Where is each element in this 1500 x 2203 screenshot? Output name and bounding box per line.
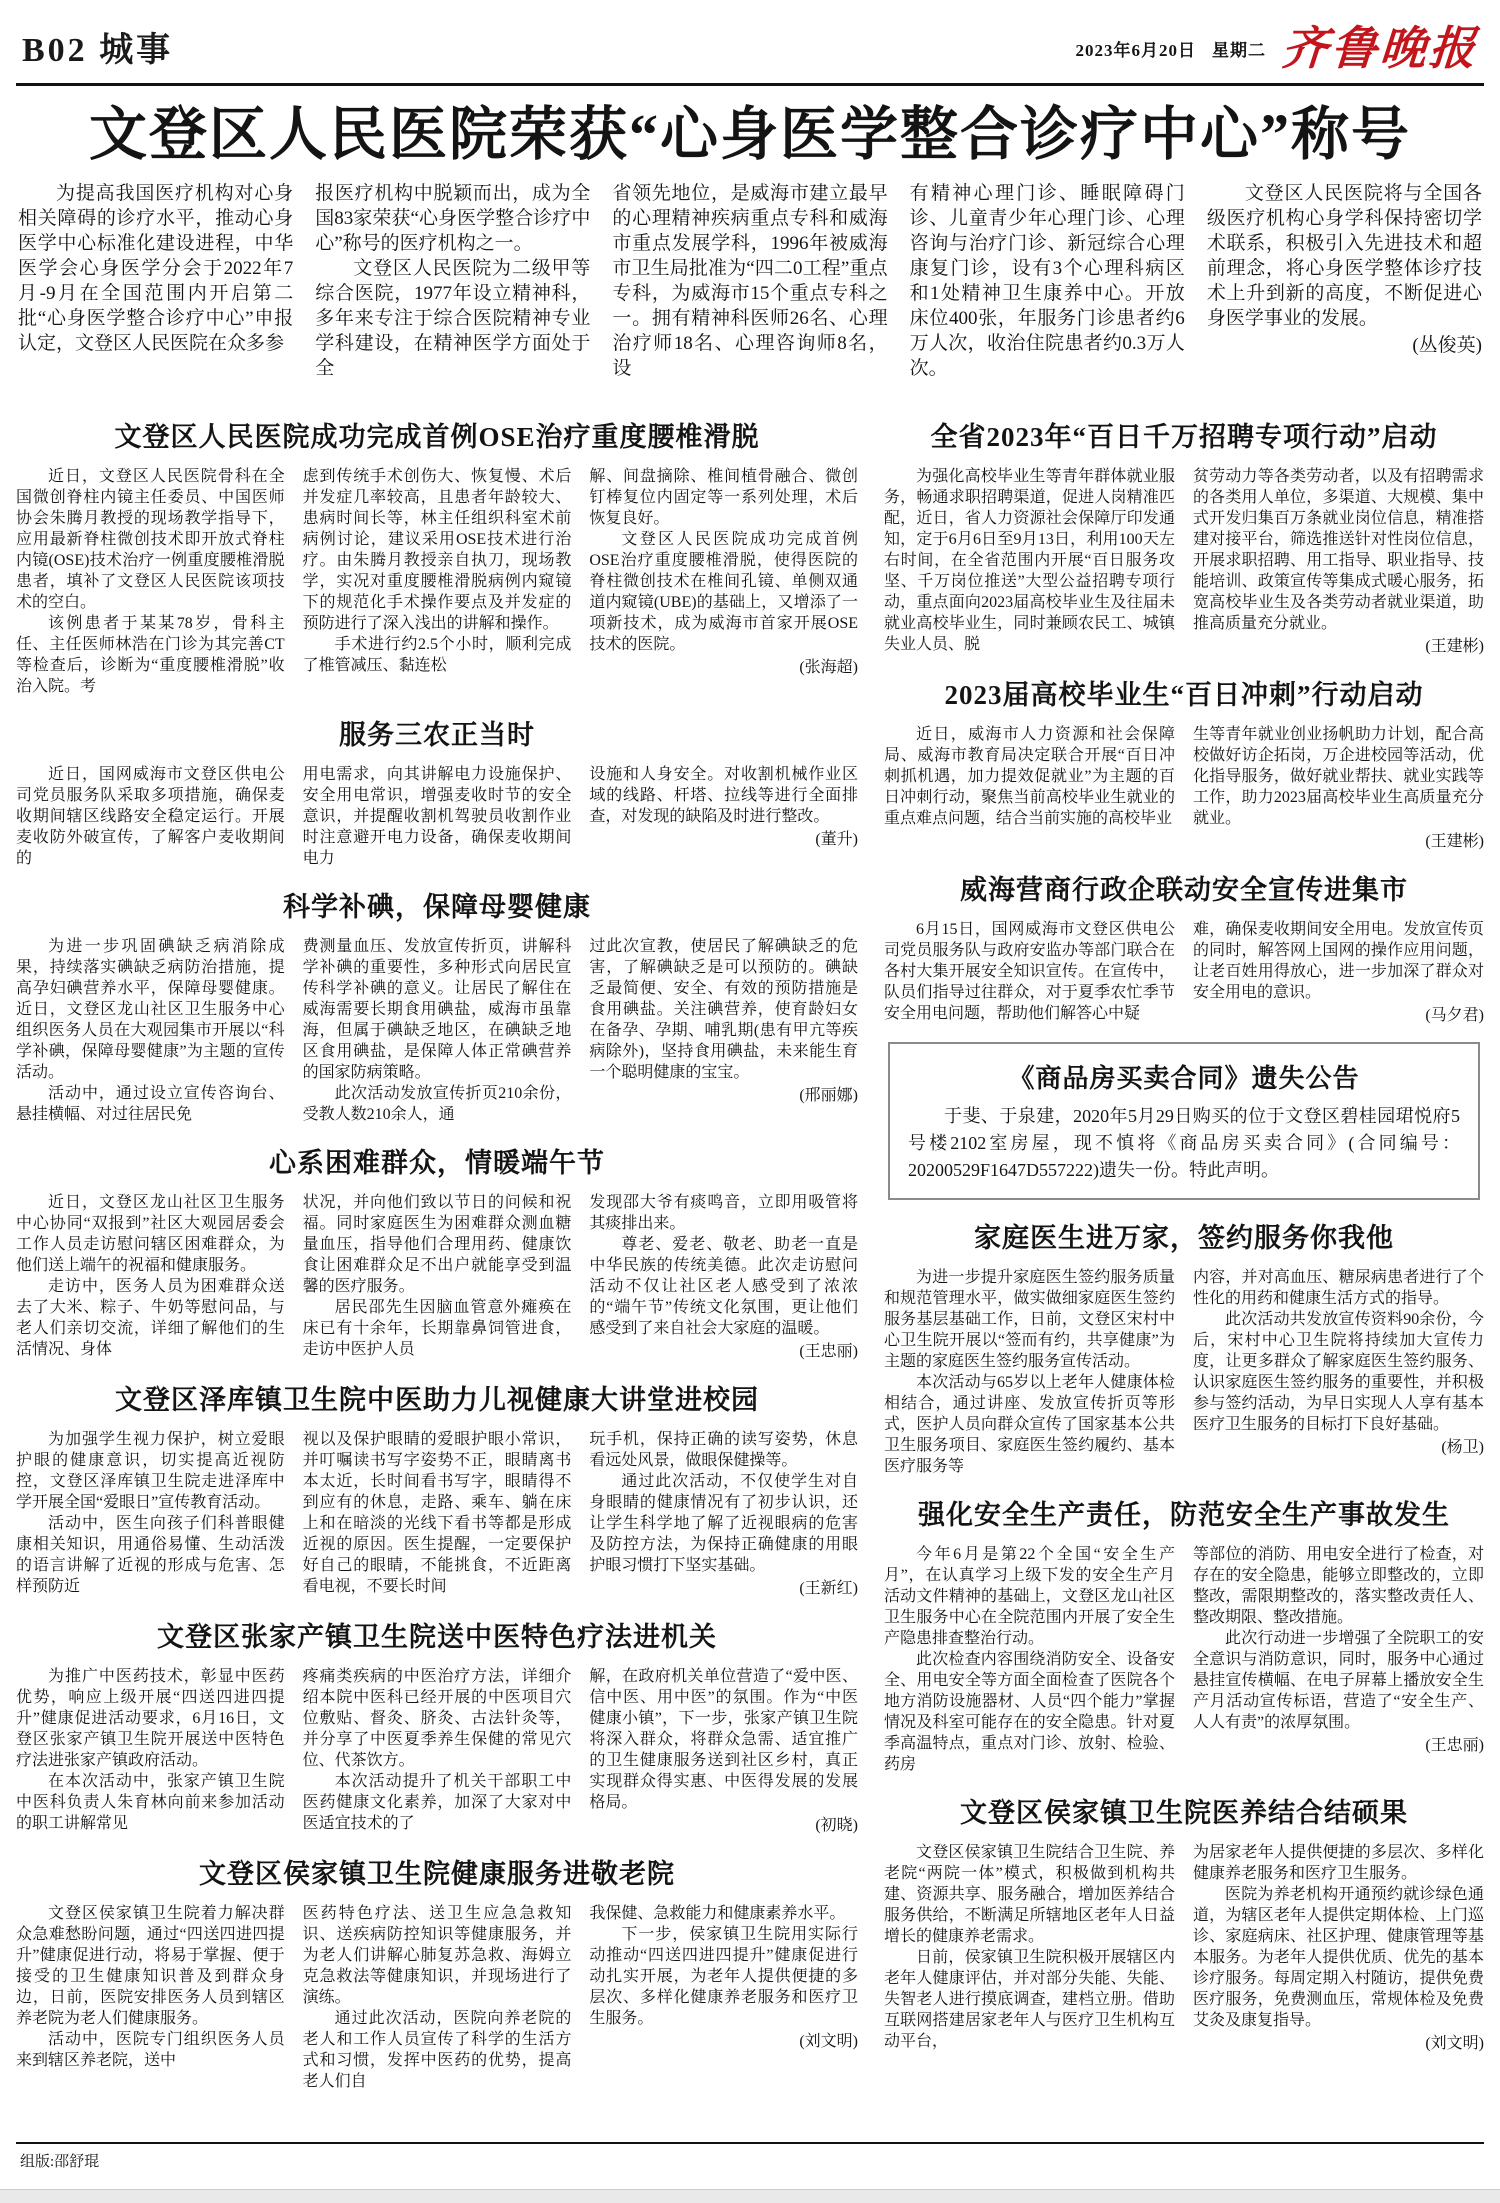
article-column-text: 发现邵大爷有痰鸣音，立即用吸管将其痰排出来。 尊老、爱老、敬老、助老一直是中华民族的传统美德。此次走访慰问活动不仅让社区老人感受到了浓浓的“端午节”传统文化氛围，更让他们感受到了来自社会大家庭的温暖。: [589, 1193, 859, 1337]
article-column: 今年6月是第22个全国“安全生产月”，在认真学习上级下发的安全生产月活动文件精神的基础上，文登区龙山社区卫生服务中心在全院范围内开展了安全生产隐患排查整治行动。 此次检查内容围绕消防安全、设备安全、用电安全等方面全面检查了医院各个地方消防设施器材、人员“四个能力”掌握情况及科室可能存在的安全隐患。针对夏季高温特点，重点对门诊、放射、检验、药房: [884, 1545, 1175, 1773]
masthead-logo: 齐鲁晚报: [1280, 21, 1480, 75]
article-column: 为进一步提升家庭医生签约服务质量和规范管理水平，做实做细家庭医生签约服务基层基础工作，日前，文登区宋村中心卫生院开展以“签而有约，共享健康”为主题的家庭医生签约服务宣传活动。 本次活动与65岁以上老年人健康体检相结合，通过讲座、发放宣传折页等形式，医护人员向群众宣传了国家基本公共卫生服务项目、家庭医生签约履约、基本医疗服务等: [884, 1268, 1175, 1475]
article-title: 文登区侯家镇卫生院健康服务进敬老院: [199, 1858, 675, 1889]
byline: (王建彬): [1425, 637, 1484, 655]
article-column: 文登区侯家镇卫生院着力解决群众急难愁盼问题，通过“四送四进四提升”健康促进行动，将易于掌握、便于接受的卫生健康知识普及到群众身边，日前，医院安排医务人员到辖区养老院为老人们健康服务。 活动中，医院专门组织医务人员来到辖区养老院，送中: [16, 1904, 285, 2069]
left-section: [16, 399, 858, 2098]
article-column: 6月15日，国网威海市文登区供电公司党员服务队与政府安监办等部门联合在各村大集开展安全知识宣传。在宣传中，队员们指导过往群众，对于夏季农忙季节安全用电问题，帮助他们解答心中疑: [884, 920, 1175, 1022]
byline: (马夕君): [1425, 1006, 1484, 1024]
article-column: 疼痛类疾病的中医治疗方法，详细介绍本院中医科已经开展的中医项目穴位敷贴、督灸、脐灸、古法针灸等，并分享了中医夏季养生保健的常见穴位、代茶饮方。 本次活动提升了机关干部职工中医药健康文化素养，加深了大家对中医适宜技术的了: [302, 1667, 572, 1832]
article-title: 文登区人民医院成功完成首例OSE治疗重度腰椎滑脱: [114, 421, 760, 452]
article-column: [589, 1192, 858, 1362]
byline: (刘文明): [1425, 2034, 1484, 2052]
article: [16, 415, 858, 697]
article-title: 心系困难群众，情暖端午节: [269, 1147, 605, 1178]
byline: (杨卫): [1441, 1438, 1484, 1456]
article-title: 文登区侯家镇卫生院医养结合结硕果: [960, 1797, 1408, 1828]
main-headline: 文登区人民医院荣获“心身医学整合诊疗中心”称号: [88, 102, 1411, 167]
article-column: 近日，文登区龙山社区卫生服务中心协同“双报到”社区大观园居委会工作人员走访慰问辖区困难群众，为他们送上端午的祝福和健康服务。 走访中，医务人员为困难群众送去了大米、粽子、牛奶等慰问品，与老人们亲切交流，详细了解他们的生活情况、身体: [16, 1193, 285, 1358]
article-title: 家庭医生进万家，签约服务你我他: [974, 1222, 1394, 1253]
article-column: 视以及保护眼睛的爱眼护眼小常识，并叮嘱读书写字姿势不正，眼睛离书本太近，长时间看书写字，眼睛得不到应有的休息，走路、乘车、躺在床上和在暗淡的光线下看书等都是形成近视的原因。医生提醒，一定要保护好自己的眼睛，不能挑食，不近距离看电视，不要长时间: [302, 1430, 572, 1595]
byline: (董升): [815, 830, 859, 848]
byline: (邢丽娜): [799, 1086, 859, 1104]
article-column-text: 内容，并对高血压、糖尿病患者进行了个性化的用药和健康生活方式的指导。 此次活动共发放宣传资料90余份，今后，宋村中心卫生院将持续加大宣传力度，让更多群众了解家庭医生签约服务、认识家庭医生签约服务的重要性，并积极参与签约活动，为早日实现人人享有基本医疗卫生服务的目标打下良好基础。: [1193, 1268, 1484, 1433]
article: [884, 673, 1484, 852]
article-column: [589, 764, 858, 869]
article-columns: [16, 1429, 858, 1599]
article: [884, 415, 1484, 657]
article-column: [589, 936, 858, 1125]
byline: (王忠丽): [1425, 1736, 1484, 1754]
article: [16, 1378, 858, 1599]
article-column: [589, 1666, 858, 1836]
article-columns: [884, 1544, 1484, 1775]
article-column-text: 过此次宣教，使居民了解碘缺乏的危害，了解碘缺乏是可以预防的。碘缺乏最简便、安全、有效的预防措施是食用碘盐。关注碘营养，使育龄妇女在备孕、孕期、哺乳期(患有甲亢等疾病除外)，坚持食用碘盐，未来能生育一个聪明健康的宝宝。: [589, 937, 859, 1081]
right-section: [884, 399, 1484, 2098]
byline: (张海超): [799, 658, 859, 676]
article-columns: [16, 764, 858, 869]
article-column: 为进一步巩固碘缺乏病消除成果，持续落实碘缺乏病防治措施，提高孕妇碘营养水平，保障母婴健康。近日，文登区龙山社区卫生服务中心组织医务人员在大观园集市开展以“科学补碘，保障母婴健康”为主题的宣传活动。 活动中，通过设立宣传咨询台、悬挂横幅、对过往居民免: [16, 937, 285, 1123]
article-column: 为强化高校毕业生等青年群体就业服务，畅通求职招聘渠道，促进人岗精准匹配，近日，省人力资源社会保障厅印发通知，定于6月6日至9月13日，利用100天左右时间，在全省范围内开展“百日服务攻坚、千万岗位推送”大型公益招聘专项行动，重点面向2023届高校毕业生及往届未就业高校毕业生，同时兼顾农民工、城镇失业人员、脱: [884, 467, 1175, 653]
lead-column: 省领先地位，是威海市建立最早的心理精神疾病重点专科和威海市重点发展学科，1996年被威海市卫生局批准为“四二0工程”重点专科，为威海市15个重点专科之一。拥有精神科医师26名、心理治疗师18名、心理咨询师8名，设: [612, 182, 888, 379]
byline: (刘文明): [799, 2032, 859, 2050]
article-columns: [16, 936, 858, 1125]
article-column: [589, 1903, 858, 2092]
article-title: 文登区张家产镇卫生院送中医特色疗法进机关: [157, 1621, 717, 1652]
article-title: 2023届高校毕业生“百日冲刺”行动启动: [944, 679, 1424, 710]
article: [884, 868, 1484, 1026]
article-columns: [884, 466, 1484, 657]
lead-column: 报医疗机构中脱颖而出，成为全国83家荣获“心身医学整合诊疗中心”称号的医疗机构之一。 文登区人民医院为二级甲等综合医院，1977年设立精神科，多年来专注于综合医院精神专业学科建设，在精神医学方面处于全: [315, 182, 591, 379]
article: [16, 1852, 858, 2092]
article-columns: [884, 1267, 1484, 1477]
article-column: 为推广中医药技术，彰显中医药优势，响应上级开展“四送四进四提升”健康促进活动要求，6月16日，文登区张家产镇卫生院开展送中医特色疗法进张家产镇政府活动。 在本次活动中，张家产镇卫生院中医科负责人朱育林向前来参加活动的职工讲解常见: [16, 1667, 285, 1832]
article-title: 服务三农正当时: [339, 719, 535, 750]
byline: (王忠丽): [799, 1342, 859, 1360]
weekday: 星期二: [1212, 40, 1266, 60]
article-title: 全省2023年“百日千万招聘专项行动”启动: [930, 421, 1438, 452]
section-name: 城事: [99, 32, 174, 69]
notice-title: 《商品房买卖合同》遗失公告: [1008, 1063, 1360, 1093]
lead-column: [1207, 181, 1482, 381]
article: [884, 1791, 1484, 2054]
header-rule: [16, 83, 1484, 86]
article-column-text: 设施和人身安全。对收割机械作业区域的线路、杆塔、拉线等进行全面排查，对发现的缺陷及时进行整改。: [589, 765, 859, 825]
layout-credit: 组版:邵舒琨: [20, 2154, 100, 2170]
byline: (初晓): [815, 1816, 859, 1834]
article-column: [1193, 724, 1484, 852]
byline: (王新红): [799, 1579, 859, 1597]
article-column-text: 为居家老年人提供便捷的多层次、多样化健康养老服务和医疗卫生服务。 医院为养老机构开通预约就诊绿色通道，为辖区老年人提供定期体检、上门巡诊、家庭病床、社区护理、健康管理等基本服务。为老年人提供优质、优先的基本诊疗服务。每周定期入村随访，提供免费医疗服务，免费测血压，常规体检及免费艾灸及康复指导。: [1193, 1843, 1484, 2029]
article-column: 费测量血压、发放宣传折页，讲解科学补碘的重要性，多种形式向居民宣传科学补碘的意义。让居民了解住在威海需要长期食用碘盐，威海市虽靠海，但属于碘缺乏地区，在碘缺乏地区食用碘盐，是保障人体正常碘营养的国家防病策略。 此次活动发放宣传折页210余份，受教人数210余人，通: [302, 937, 572, 1123]
article-column: [589, 1429, 858, 1599]
article-title: 强化安全生产责任，防范安全生产事故发生: [918, 1499, 1450, 1530]
article-columns: [16, 1666, 858, 1836]
byline: (丛俊英): [1412, 334, 1483, 356]
article-column: [1193, 919, 1484, 1026]
article-column-text: 解，在政府机关单位营造了“爱中医、信中医、用中医”的氛围。作为“中医健康小镇”，下一步，张家产镇卫生院将深入群众，将群众急需、适宜推广的卫生健康服务送到社区乡村，真正实现群众得实惠、中医得发展的发展格局。: [589, 1667, 859, 1811]
article-column: 虑到传统手术创伤大、恢复慢、术后并发症几率较高，且患者年龄较大、患病时间长等，林主任组织科室术前病例讨论，建议采用OSE技术进行治疗。由朱腾月教授亲自执刀，现场教学，实况对重度腰椎滑脱病例内窥镜下的规范化手术操作要点及并发症的预防进行了深入浅出的讲解和操作。 手术进行约2.5个小时，顺利完成了椎管减压、黏连松: [302, 467, 572, 674]
article: [884, 1493, 1484, 1775]
article: [884, 1216, 1484, 1477]
article: [16, 1141, 858, 1362]
page-number-and-section: [22, 22, 173, 71]
notice-body: 于斐、于泉建，2020年5月29日购买的位于文登区碧桂园珺悦府5号楼2102室房屋，现不慎将《商品房买卖合同》(合同编号：20200529F1647D557222)遗失一份。特此声明。: [908, 1105, 1460, 1180]
article-column: 近日，文登区人民医院骨科在全国微创脊柱内镜主任委员、中国医师协会朱腾月教授的现场教学指导下，应用最新脊柱微创技术即开放式脊柱内镜(OSE)技术治疗一例重度腰椎滑脱患者，填补了文登区人民医院该项技术的空白。 该例患者于某某78岁，骨科主任、主任医师林浩在门诊为其完善CT等检查后，诊断为“重度腰椎滑脱”收治入院。考: [16, 467, 285, 695]
article-column: 近日，威海市人力资源和社会保障局、威海市教育局决定联合开展“百日冲刺抓机遇，加力提效促就业”为主题的百日冲刺行动，聚焦当前高校毕业生就业的重点难点问题，结合当前实施的高校毕业: [884, 725, 1175, 827]
article-column-text: 生等青年就业创业扬帆助力计划，配合高校做好访企拓岗，万企进校园等活动，优化指导服务，做好就业帮扶、就业实践等工作，助力2023届高校毕业生高质量充分就业。: [1193, 725, 1484, 827]
article-columns: [884, 724, 1484, 852]
publication-date: 2023年6月20日: [1075, 40, 1196, 60]
article-columns: [16, 1192, 858, 1362]
article-columns: [884, 919, 1484, 1026]
article-column: [1193, 466, 1484, 657]
article-title: 科学补碘，保障母婴健康: [283, 891, 591, 922]
lead-column: 为提高我国医疗机构对心身相关障碍的诊疗水平，推动心身医学中心标准化建设进程，中华医学会心身医学分会于2022年7月-9月在全国范围内开启第二批“心身医学整合诊疗中心”申报认定，文登区人民医院在众多参: [18, 182, 294, 354]
article: [16, 1615, 858, 1836]
article-column: 为加强学生视力保护，树立爱眼护眼的健康意识，切实提高近视防控，文登区泽库镇卫生院走进泽库中学开展全国“爱眼日”宣传教育活动。 活动中，医生向孩子们科普眼健康相关知识，用通俗易懂、生动活泼的语言讲解了近视的形成与危害、怎样预防近: [16, 1430, 285, 1595]
page-number: B02: [22, 32, 88, 69]
lead-article: [18, 181, 1482, 381]
article-column: 用电需求，向其讲解电力设施保护、安全用电常识，增强麦收时节的安全意识，并提醒收割机驾驶员收割作业时注意避开电力设备，确保麦收期间电力: [302, 765, 572, 867]
bottom-strip: [0, 2189, 1500, 2203]
notice-box: [888, 1042, 1480, 1200]
article-column: 近日，国网威海市文登区供电公司党员服务队采取多项措施，确保麦收期间辖区线路安全稳定运行。开展麦收防外破宣传，了解客户麦收期间的: [16, 765, 285, 867]
article-column: 状况，并向他们致以节日的问候和祝福。同时家庭医生为困难群众测血糖量血压，指导他们合理用药、健康饮食让困难群众足不出户就能享受到温馨的医疗服务。 居民邵先生因脑血管意外瘫痪在床已有十余年，长期靠鼻饲管进食，走访中医护人员: [302, 1193, 572, 1358]
article-title: 文登区泽库镇卫生院中医助力儿视健康大讲堂进校园: [115, 1384, 759, 1415]
lead-column-text: 文登区人民医院将与全国各级医疗机构心身学科保持密切学术联系，积极引入先进技术和超前理念，将心身医学整体诊疗技术上升到新的高度，不断促进心身医学事业的发展。: [1206, 182, 1483, 329]
article-title: 威海营商行政企联动安全宣传进集市: [960, 874, 1408, 905]
article-column-text: 难，确保麦收期间安全用电。发放宣传页的同时，解答网上国网的操作应用问题，让老百姓用得放心，进一步加深了群众对安全用电的意识。: [1193, 920, 1484, 1001]
article-column: [589, 466, 858, 697]
page-body: [16, 399, 1484, 2098]
lead-column: 有精神心理门诊、睡眠障碍门诊、儿童青少年心理门诊、心理咨询与治疗门诊、新冠综合心理康复门诊，设有3个心理科病区和1处精神卫生康养中心。开放床位400张，年服务门诊患者约6万人次，收治住院患者约0.3万人次。: [909, 182, 1185, 379]
article-column: 医药特色疗法、送卫生应急急救知识、送疾病防控知识等健康服务，并为老人们讲解心肺复苏急救、海姆立克急救法等健康知识，并现场进行了演练。 通过此次活动，医院向养老院的老人和工作人员宣传了科学的生活方式和习惯，发挥中医药的优势，提高老人们自: [302, 1904, 572, 2090]
article-column-text: 玩手机，保持正确的读写姿势，休息看远处风景，做眼保健操等。 通过此次活动，不仅使学生对自身眼睛的健康情况有了初步认识，还让学生科学地了解了近视眼病的危害及防控方法，为保持正确健康的用眼护眼习惯打下坚实基础。: [589, 1430, 859, 1574]
article: [16, 885, 858, 1125]
article: [16, 713, 858, 869]
article-column-text: 我保健、急救能力和健康素养水平。 下一步，侯家镇卫生院用实际行动推动“四送四进四提升”健康促进行动扎实开展，为老年人提供便捷的多层次、多样化健康养老服务和医疗卫生服务。: [589, 1904, 859, 2027]
article-columns: [16, 1903, 858, 2092]
article-column-text: 等部位的消防、用电安全进行了检查，对存在的安全隐患，能够立即整改的，立即整改，需限期整改的，落实整改责任人、整改期限、整改措施。 此次行动进一步增强了全院职工的安全意识与消防意识，同时，服务中心通过悬挂宣传横幅、在电子屏幕上播放安全生产月活动宣传标语，营造了“安全生产、人人有责”的浓厚氛围。: [1193, 1545, 1484, 1731]
dateline: [1075, 21, 1480, 75]
page-footer: [16, 2142, 1484, 2171]
article-column-text: 贫劳动力等各类劳动者，以及有招聘需求的各类用人单位，多渠道、大规模、集中式开发归集百万条就业岗位信息，精准搭建对接平台，筛选推送针对性岗位信息，开展求职招聘、用工指导、职业指导、技能培训、政策宣传等集成式暖心服务，拓宽高校毕业生及各类劳动者就业渠道，助推高质量充分就业。: [1193, 467, 1484, 632]
article-column-text: 解、间盘摘除、椎间植骨融合、微创钉棒复位内固定等一系列处理，术后恢复良好。 文登区人民医院成功完成首例OSE治疗重度腰椎滑脱，使得医院的脊柱微创技术在椎间孔镜、单侧双通道内窥镜(UBE)的基础上，又增添了一项新技术，成为威海市首家开展OSE技术的医院。: [589, 467, 859, 653]
article-column: [1193, 1267, 1484, 1477]
page-header: [16, 14, 1484, 83]
article-columns: [884, 1842, 1484, 2054]
article-column: [1193, 1842, 1484, 2054]
article-column: 文登区侯家镇卫生院结合卫生院、养老院“两院一体”模式，积极做到机构共建、资源共享、服务融合，增加医养结合服务供给，不断满足所辖地区老年人日益增长的健康养老需求。 日前，侯家镇卫生院积极开展辖区内老年人健康评估，并对部分失能、失能、失智老人进行摸底调查，建档立册。借助互联网搭建居家老年人与医疗卫生机构互动平台，: [884, 1843, 1175, 2050]
article-columns: [16, 466, 858, 697]
article-column: [1193, 1544, 1484, 1775]
byline: (王建彬): [1425, 832, 1484, 850]
